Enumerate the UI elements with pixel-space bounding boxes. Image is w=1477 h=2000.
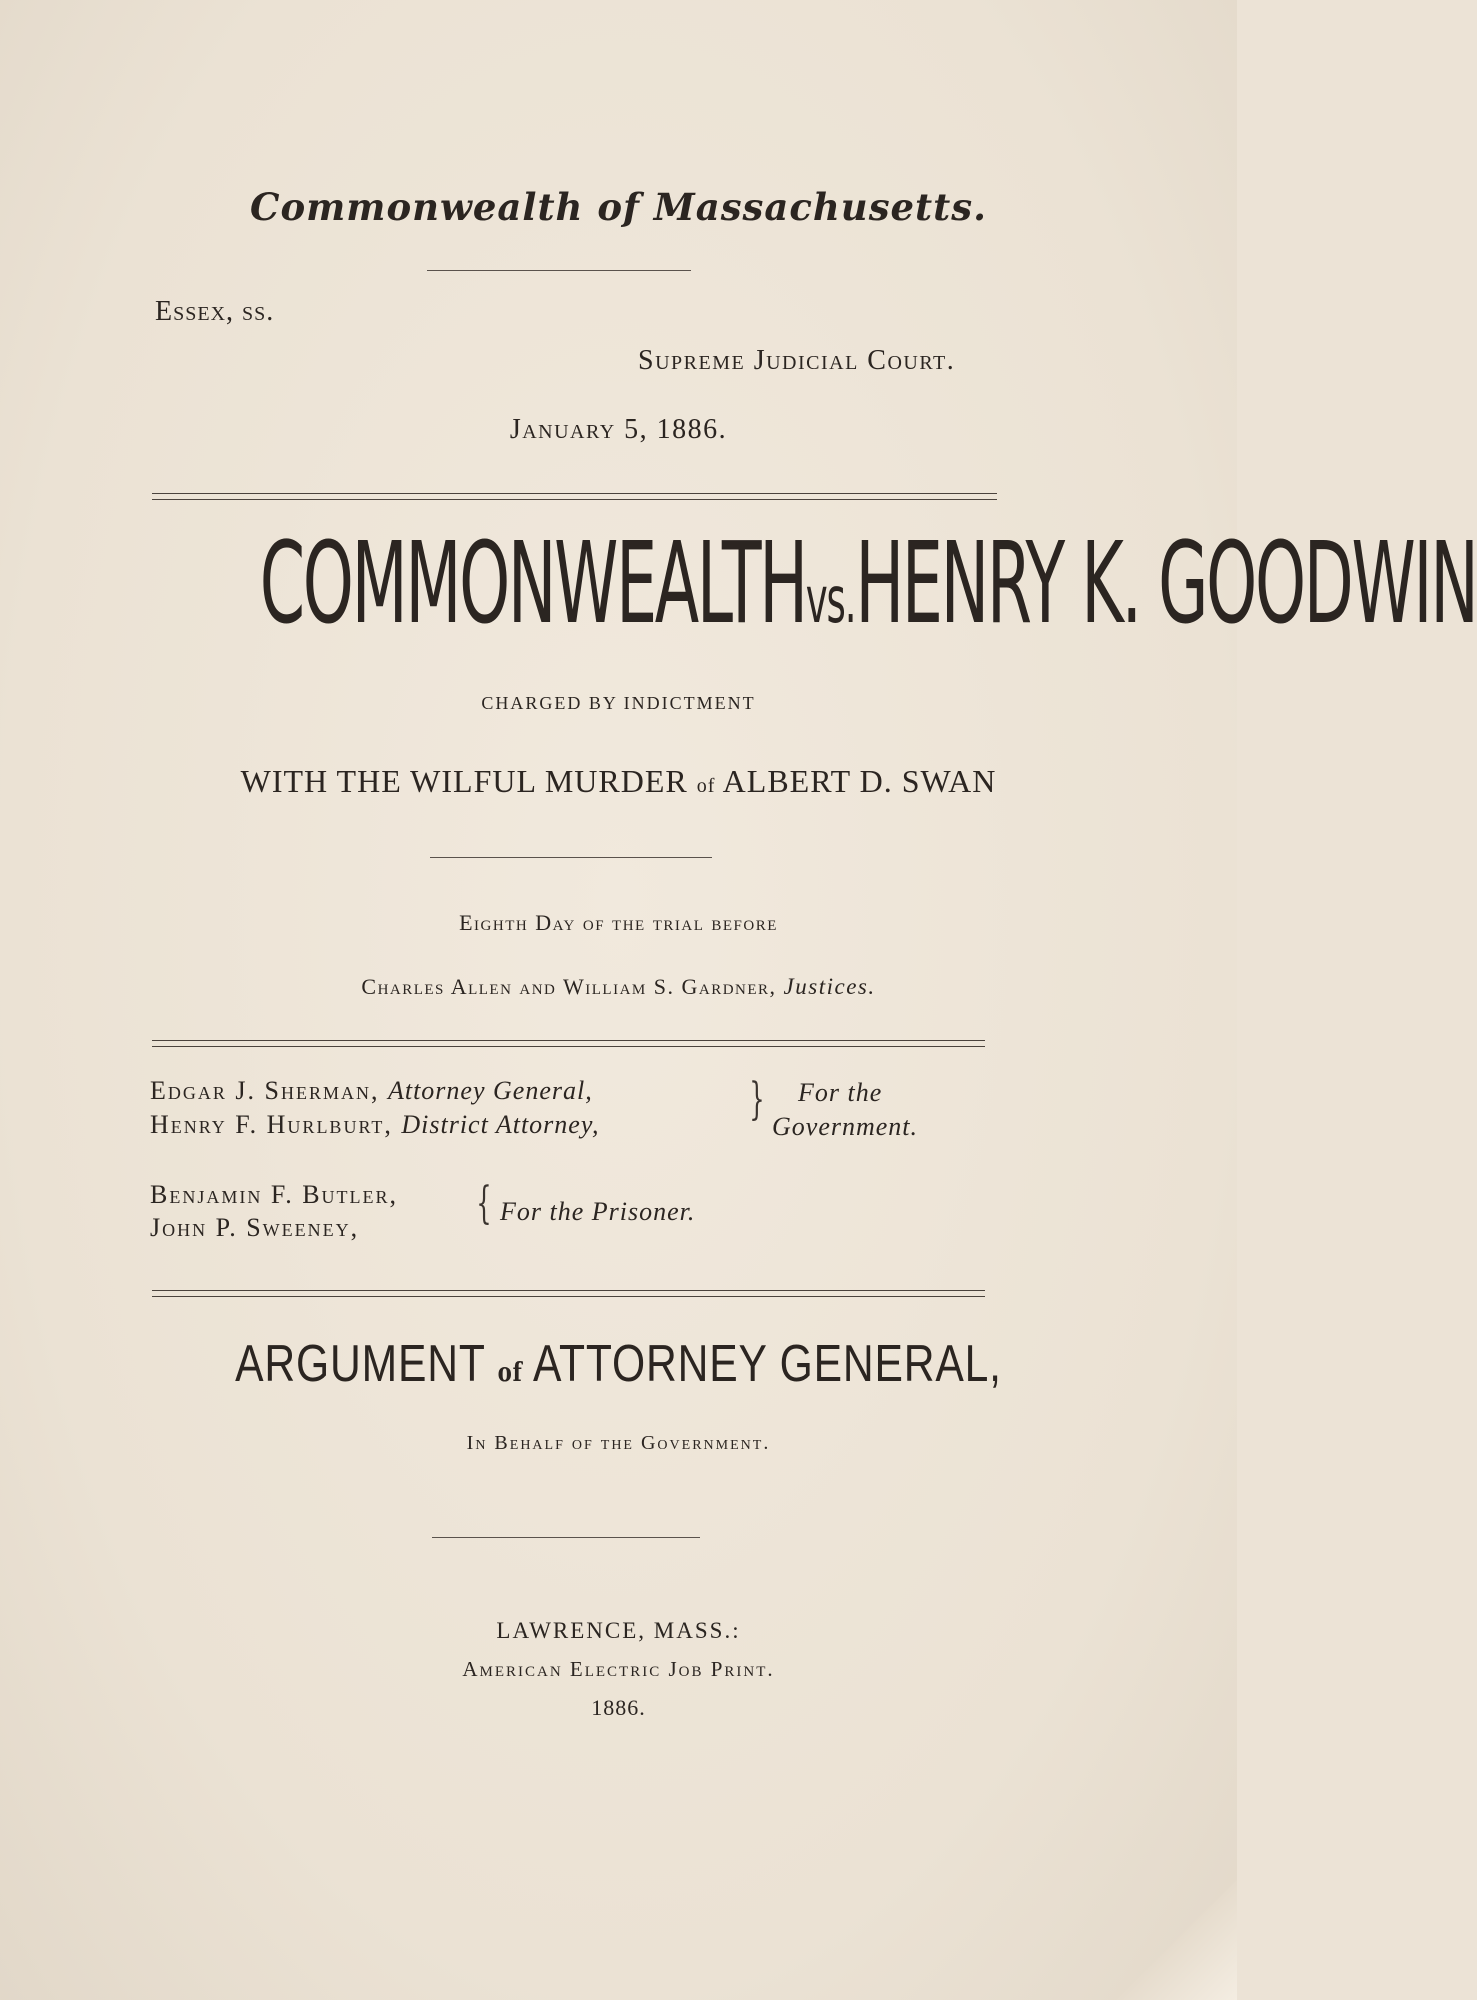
gov-counsel-2-role: District Attorney, (401, 1110, 600, 1139)
prisoner-counsel-1: Benjamin F. Butler, (150, 1180, 399, 1209)
argument-pre: ARGUMENT (235, 1335, 485, 1393)
argument-of: of (497, 1358, 523, 1388)
county: Essex, ss. (155, 296, 275, 327)
argument-title (111, 1334, 1125, 1394)
plaintiff: COMMONWEALTH (259, 519, 806, 649)
court-name: Supreme Judicial Court. (638, 345, 956, 376)
double-rule-counsel-top (152, 1040, 985, 1047)
gov-counsel-2 (150, 1110, 599, 1140)
prisoner-counsel-2: John P. Sweeney, (150, 1213, 360, 1242)
judges-line (0, 974, 1237, 1000)
murder-line (0, 763, 1237, 800)
mid-rule-1 (430, 857, 712, 858)
masthead-rule (427, 270, 691, 271)
page-corner-curl (1117, 1850, 1237, 2000)
defendant: HENRY K. GOODWIN (855, 519, 1477, 649)
date: January 5, 1886. (509, 414, 728, 445)
mid-rule-2 (432, 1537, 700, 1538)
case-title (259, 519, 1477, 657)
gov-brace: } (749, 1074, 765, 1125)
masthead: Commonwealth of Massachusetts. (250, 185, 987, 229)
gov-counsel-1-role: Attorney General, (387, 1076, 593, 1105)
gov-counsel-1 (150, 1076, 593, 1106)
gov-counsel-2-name: Henry F. Hurlburt, (150, 1110, 393, 1139)
charged-line: CHARGED BY INDICTMENT (481, 693, 756, 713)
versus: vs. (805, 564, 856, 638)
imprint-year: 1886. (591, 1695, 646, 1720)
imprint-place: LAWRENCE, MASS.: (496, 1618, 741, 1643)
judges-names: Charles Allen and William S. Gardner, (361, 974, 777, 999)
double-rule-counsel-bottom (152, 1290, 985, 1297)
judges-title: Justices. (783, 974, 876, 999)
argument-post: ATTORNEY GENERAL, (532, 1335, 1002, 1393)
prisoner-brace: { (476, 1178, 492, 1229)
behalf-line: In Behalf of the Government. (466, 1432, 771, 1454)
gov-counsel-1-name: Edgar J. Sherman, (150, 1076, 380, 1105)
gov-side-1: For the (798, 1078, 883, 1107)
imprint-printer: American Electric Job Print. (462, 1657, 775, 1681)
gov-side-2: Government. (772, 1112, 919, 1141)
murder-pre: WITH THE WILFUL MURDER (240, 763, 688, 799)
trial-day: Eighth Day of the trial before (459, 910, 778, 935)
murder-of: of (696, 775, 716, 797)
victim: ALBERT D. SWAN (722, 763, 997, 799)
double-rule-top (152, 493, 997, 500)
prisoner-side: For the Prisoner. (500, 1197, 696, 1226)
